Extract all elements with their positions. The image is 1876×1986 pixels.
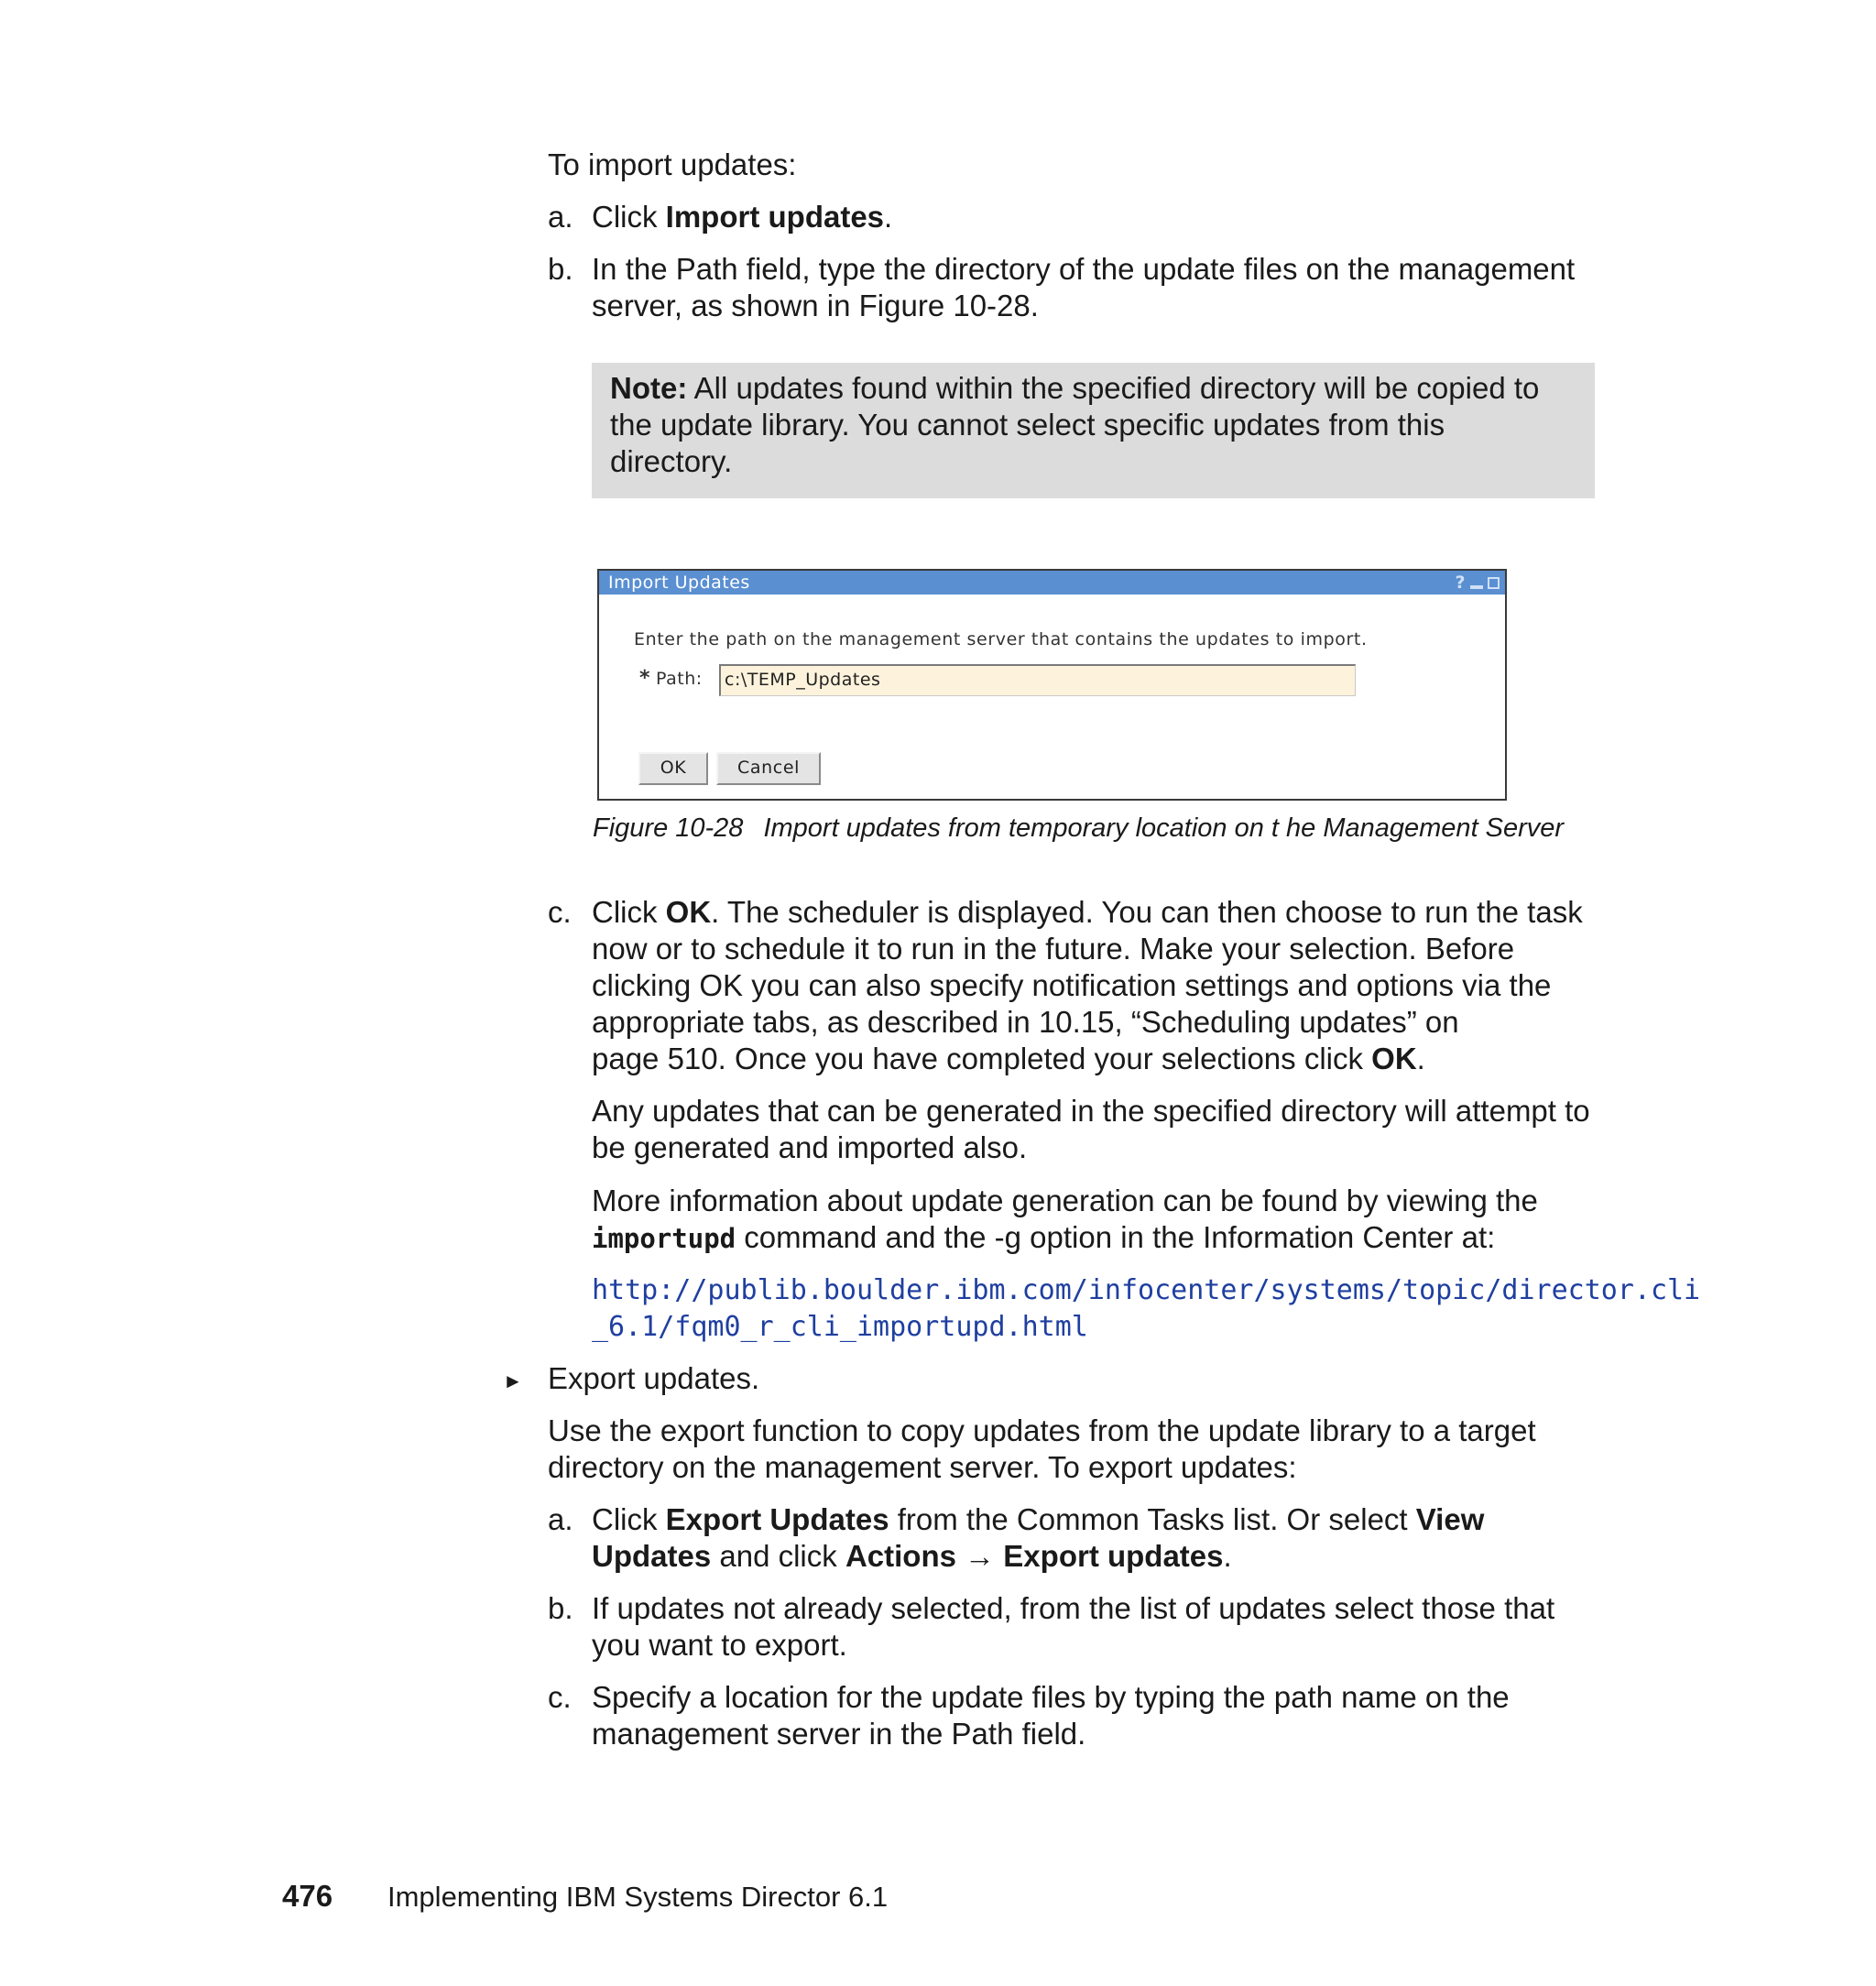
step-c-l1-pre: Click: [592, 895, 666, 929]
step-b-line1: In the Path field, type the directory of the update files on the management: [592, 252, 1576, 286]
export-b-line2: you want to export.: [592, 1628, 847, 1662]
info-para-line1: More information about update generation can be found by viewing the: [592, 1184, 1538, 1217]
figure-caption: [593, 813, 1564, 844]
step-a-bold: Import updates: [665, 200, 885, 234]
step-c-l1-bold: OK: [665, 895, 712, 929]
export-a-l1-pre: Click: [592, 1502, 666, 1536]
infocenter-link[interactable]: [592, 1272, 1700, 1346]
export-b-marker: b.: [548, 1591, 573, 1625]
step-c-l5-post: .: [1416, 1042, 1425, 1075]
step-c-line1: [592, 894, 1583, 931]
step-a-text: [592, 199, 892, 235]
step-a-pre: Click: [592, 200, 666, 234]
dialog-title: Import Updates: [608, 573, 750, 593]
help-icon[interactable]: ?: [1455, 573, 1466, 593]
note-line2: the update library. You cannot select specific updates from this: [610, 408, 1445, 442]
link-line1[interactable]: http://publib.boulder.ibm.com/infocenter/systems/topic/director.cli: [592, 1274, 1701, 1306]
cancel-button[interactable]: Cancel: [716, 752, 821, 785]
note-box: [592, 363, 1595, 498]
import-updates-dialog: [597, 569, 1507, 801]
importupd-command: importupd: [592, 1223, 736, 1254]
path-input[interactable]: c:\TEMP_Updates: [719, 664, 1356, 696]
maximize-icon[interactable]: [1488, 577, 1500, 589]
note-line3: directory.: [610, 444, 733, 478]
step-c-line5: [592, 1041, 1425, 1077]
step-a-post: .: [884, 200, 893, 234]
dialog-instruction: Enter the path on the management server that contains the updates to import.: [634, 629, 1368, 649]
note-line1-text: All updates found within the specified directory will be copied to: [687, 371, 1540, 405]
export-a-line1: [592, 1501, 1484, 1538]
export-c-line1: Specify a location for the update files by typing the path name on the: [592, 1680, 1510, 1714]
export-a-line2: [592, 1538, 1232, 1575]
note-label: Note:: [610, 371, 688, 405]
export-a-l2-mid: and click: [711, 1539, 845, 1573]
book-title: Implementing IBM Systems Director 6.1: [387, 1881, 889, 1913]
export-heading: Export updates.: [548, 1361, 760, 1395]
step-c-marker: c.: [548, 895, 572, 929]
export-para-line1: Use the export function to copy updates from the update library to a target: [548, 1413, 1536, 1447]
export-b-line1: If updates not already selected, from the list of updates select those that: [592, 1591, 1555, 1625]
figure-number: Figure 10-28: [593, 813, 744, 843]
export-a-l2-bold2: Actions: [845, 1539, 956, 1573]
link-line2[interactable]: _6.1/fqm0_r_cli_importupd.html: [592, 1311, 1088, 1343]
step-c-line4: appropriate tabs, as described in 10.15, “Scheduling updates” on: [592, 1005, 1459, 1039]
step-c-l5-bold: OK: [1371, 1042, 1417, 1075]
titlebar-controls: [1455, 573, 1500, 592]
step-c-l1-post: . The scheduler is displayed. You can then choose to run the task: [711, 895, 1583, 929]
generation-para-line1: Any updates that can be generated in the specified directory will attempt to: [592, 1094, 1590, 1128]
export-a-l1-bold2: View: [1415, 1502, 1485, 1536]
export-para-line2: directory on the management server. To export updates:: [548, 1450, 1297, 1484]
export-c-line2: management server in the Path field.: [592, 1717, 1086, 1751]
minimize-icon[interactable]: [1470, 585, 1483, 589]
generation-para-line2: be generated and imported also.: [592, 1130, 1028, 1164]
info-para-line2-text: command and the -g option in the Information Center at:: [736, 1220, 1496, 1254]
export-a-l2-bold3: Export updates: [1003, 1539, 1224, 1573]
export-a-l1-bold1: Export Updates: [665, 1502, 889, 1536]
path-label: Path:: [656, 669, 703, 689]
arrow-icon: →: [955, 1539, 1004, 1573]
export-a-l2-post: .: [1223, 1539, 1232, 1573]
figure-caption-text: Import updates from temporary location on t he Management Server: [763, 813, 1565, 843]
step-b-marker: b.: [548, 252, 573, 286]
info-para-line2: [592, 1219, 1495, 1257]
page-number: 476: [282, 1879, 333, 1913]
export-a-marker: a.: [548, 1502, 573, 1536]
ok-button[interactable]: OK: [638, 752, 708, 785]
import-intro: To import updates:: [548, 147, 797, 181]
required-asterisk: *: [639, 667, 650, 690]
export-a-l2-bold1: Updates: [592, 1539, 712, 1573]
export-a-l1-mid: from the Common Tasks list. Or select: [889, 1502, 1416, 1536]
dialog-titlebar: [599, 571, 1505, 595]
step-c-line3: clicking OK you can also specify notification settings and options via the: [592, 968, 1552, 1002]
step-c-line2: now or to schedule it to run in the future. Make your selection. Before: [592, 932, 1515, 966]
note-line1: [610, 370, 1576, 407]
step-c-l5-pre: page 510. Once you have completed your selections click: [592, 1042, 1372, 1075]
triangle-bullet-icon: ►: [503, 1369, 523, 1392]
step-b-line2: server, as shown in Figure 10-28.: [592, 289, 1039, 322]
export-c-marker: c.: [548, 1680, 572, 1714]
step-a-marker: a.: [548, 200, 573, 234]
